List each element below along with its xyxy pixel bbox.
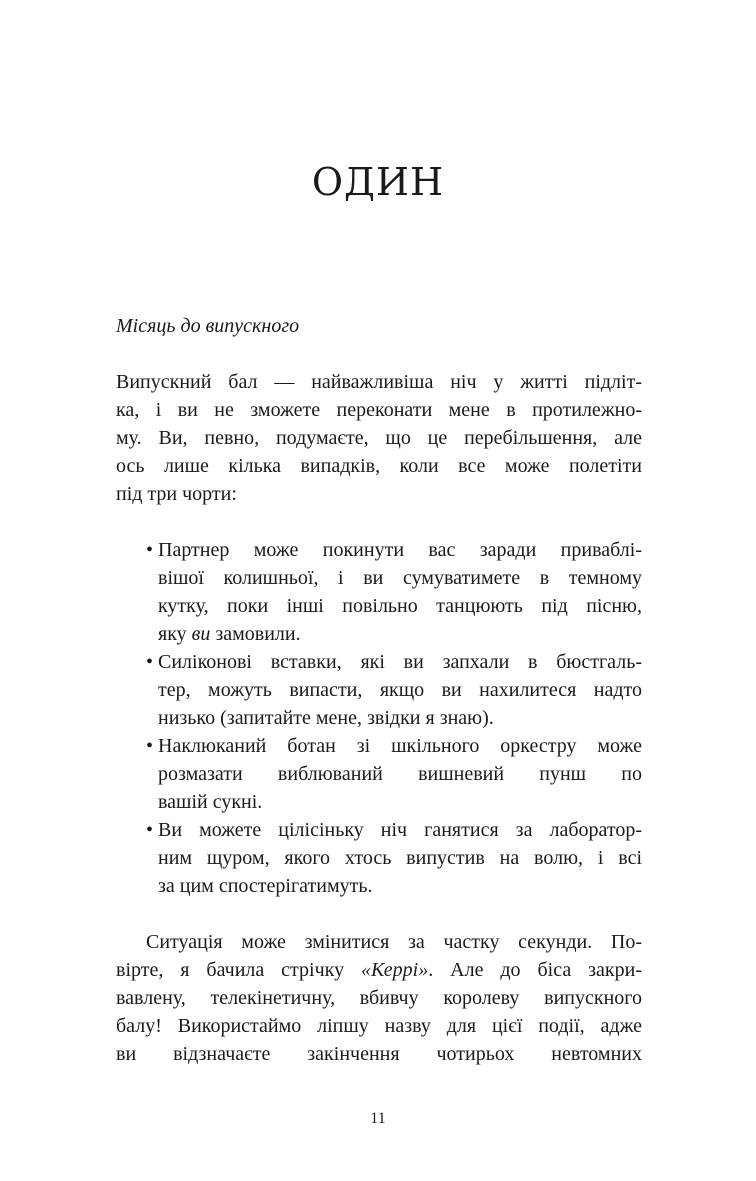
- bullet-dot-icon: •: [146, 735, 154, 757]
- bullet-dot-icon: •: [146, 651, 154, 673]
- bullet-text: замовили.: [210, 623, 301, 645]
- bullet-line: [158, 620, 642, 648]
- bullet-line: Наклюканий ботан зі шкільного оркестру може: [158, 735, 642, 757]
- paragraph-line: Випускний бал — найважливіша ніч у житті підліт-: [116, 371, 642, 393]
- paragraph-line: вавлену, телекінетичну, вбивчу королеву випускного: [116, 987, 642, 1009]
- bullet-line: Ви можете цілісіньку ніч ганятися за лаборатор-: [158, 819, 642, 841]
- bullet-emphasis: ви: [191, 623, 211, 645]
- paragraph-line: Ситуація може змінитися за частку секунди. По-: [146, 931, 642, 953]
- bullet-dot-icon: •: [146, 539, 154, 561]
- chapter-title: ОДИН: [311, 160, 445, 204]
- film-title: «Керрі»: [361, 959, 429, 981]
- paragraph-line: [116, 956, 642, 984]
- paragraph-line: ось лише кілька випадків, коли все може полетіти: [116, 455, 642, 477]
- paragraph-line: під три чорти:: [116, 483, 237, 505]
- bullet-line: Силіконові вставки, які ви запхали в бюстгаль-: [158, 651, 642, 673]
- paragraph-text: вірте, я бачила стрічку: [116, 959, 362, 981]
- bullet-line: Партнер може покинути вас заради приваблі-: [158, 539, 642, 561]
- bullet-list: [146, 536, 642, 900]
- bullet-text: яку: [158, 623, 192, 645]
- bullet-item: [146, 648, 642, 732]
- bullet-line: тер, можуть випасти, якщо ви нахилитеся надто: [158, 679, 642, 701]
- bullet-line: вішої колишньої, і ви сумуватимете в темному: [158, 567, 642, 589]
- bullet-line: ним щуром, якого хтось випустив на волю, і всі: [158, 847, 642, 869]
- bullet-line: за цим спостерігатимуть.: [158, 875, 373, 897]
- paragraph-line: балу! Використаймо ліпшу назву для цієї події, адже: [116, 1015, 642, 1037]
- bullet-dot-icon: •: [146, 819, 154, 841]
- paragraph-situation: [116, 928, 642, 1068]
- paragraph-intro: [116, 368, 642, 508]
- bullet-line: вашій сукні.: [158, 791, 263, 813]
- paragraph-line: ка, і ви не зможете переконати мене в протилежно-: [116, 399, 642, 421]
- paragraph-line: ви відзначаєте закінчення чотирьох невтомних: [116, 1043, 642, 1065]
- bullet-item: [146, 536, 642, 648]
- bullet-line: розмазати виблюваний вишневий пунш по: [158, 763, 642, 785]
- paragraph-line: му. Ви, певно, подумаєте, що це перебільшення, але: [116, 427, 642, 449]
- bullet-item: [146, 732, 642, 816]
- bullet-line: кутку, поки інші повільно танцюють під пісню,: [158, 595, 642, 617]
- page-number: 11: [370, 1110, 386, 1127]
- paragraph-text: . Але до біса закри-: [428, 959, 642, 981]
- bullet-line: низько (запитайте мене, звідки я знаю).: [158, 707, 494, 729]
- bullet-item: [146, 816, 642, 900]
- section-subtitle: Місяць до випускного: [116, 315, 300, 337]
